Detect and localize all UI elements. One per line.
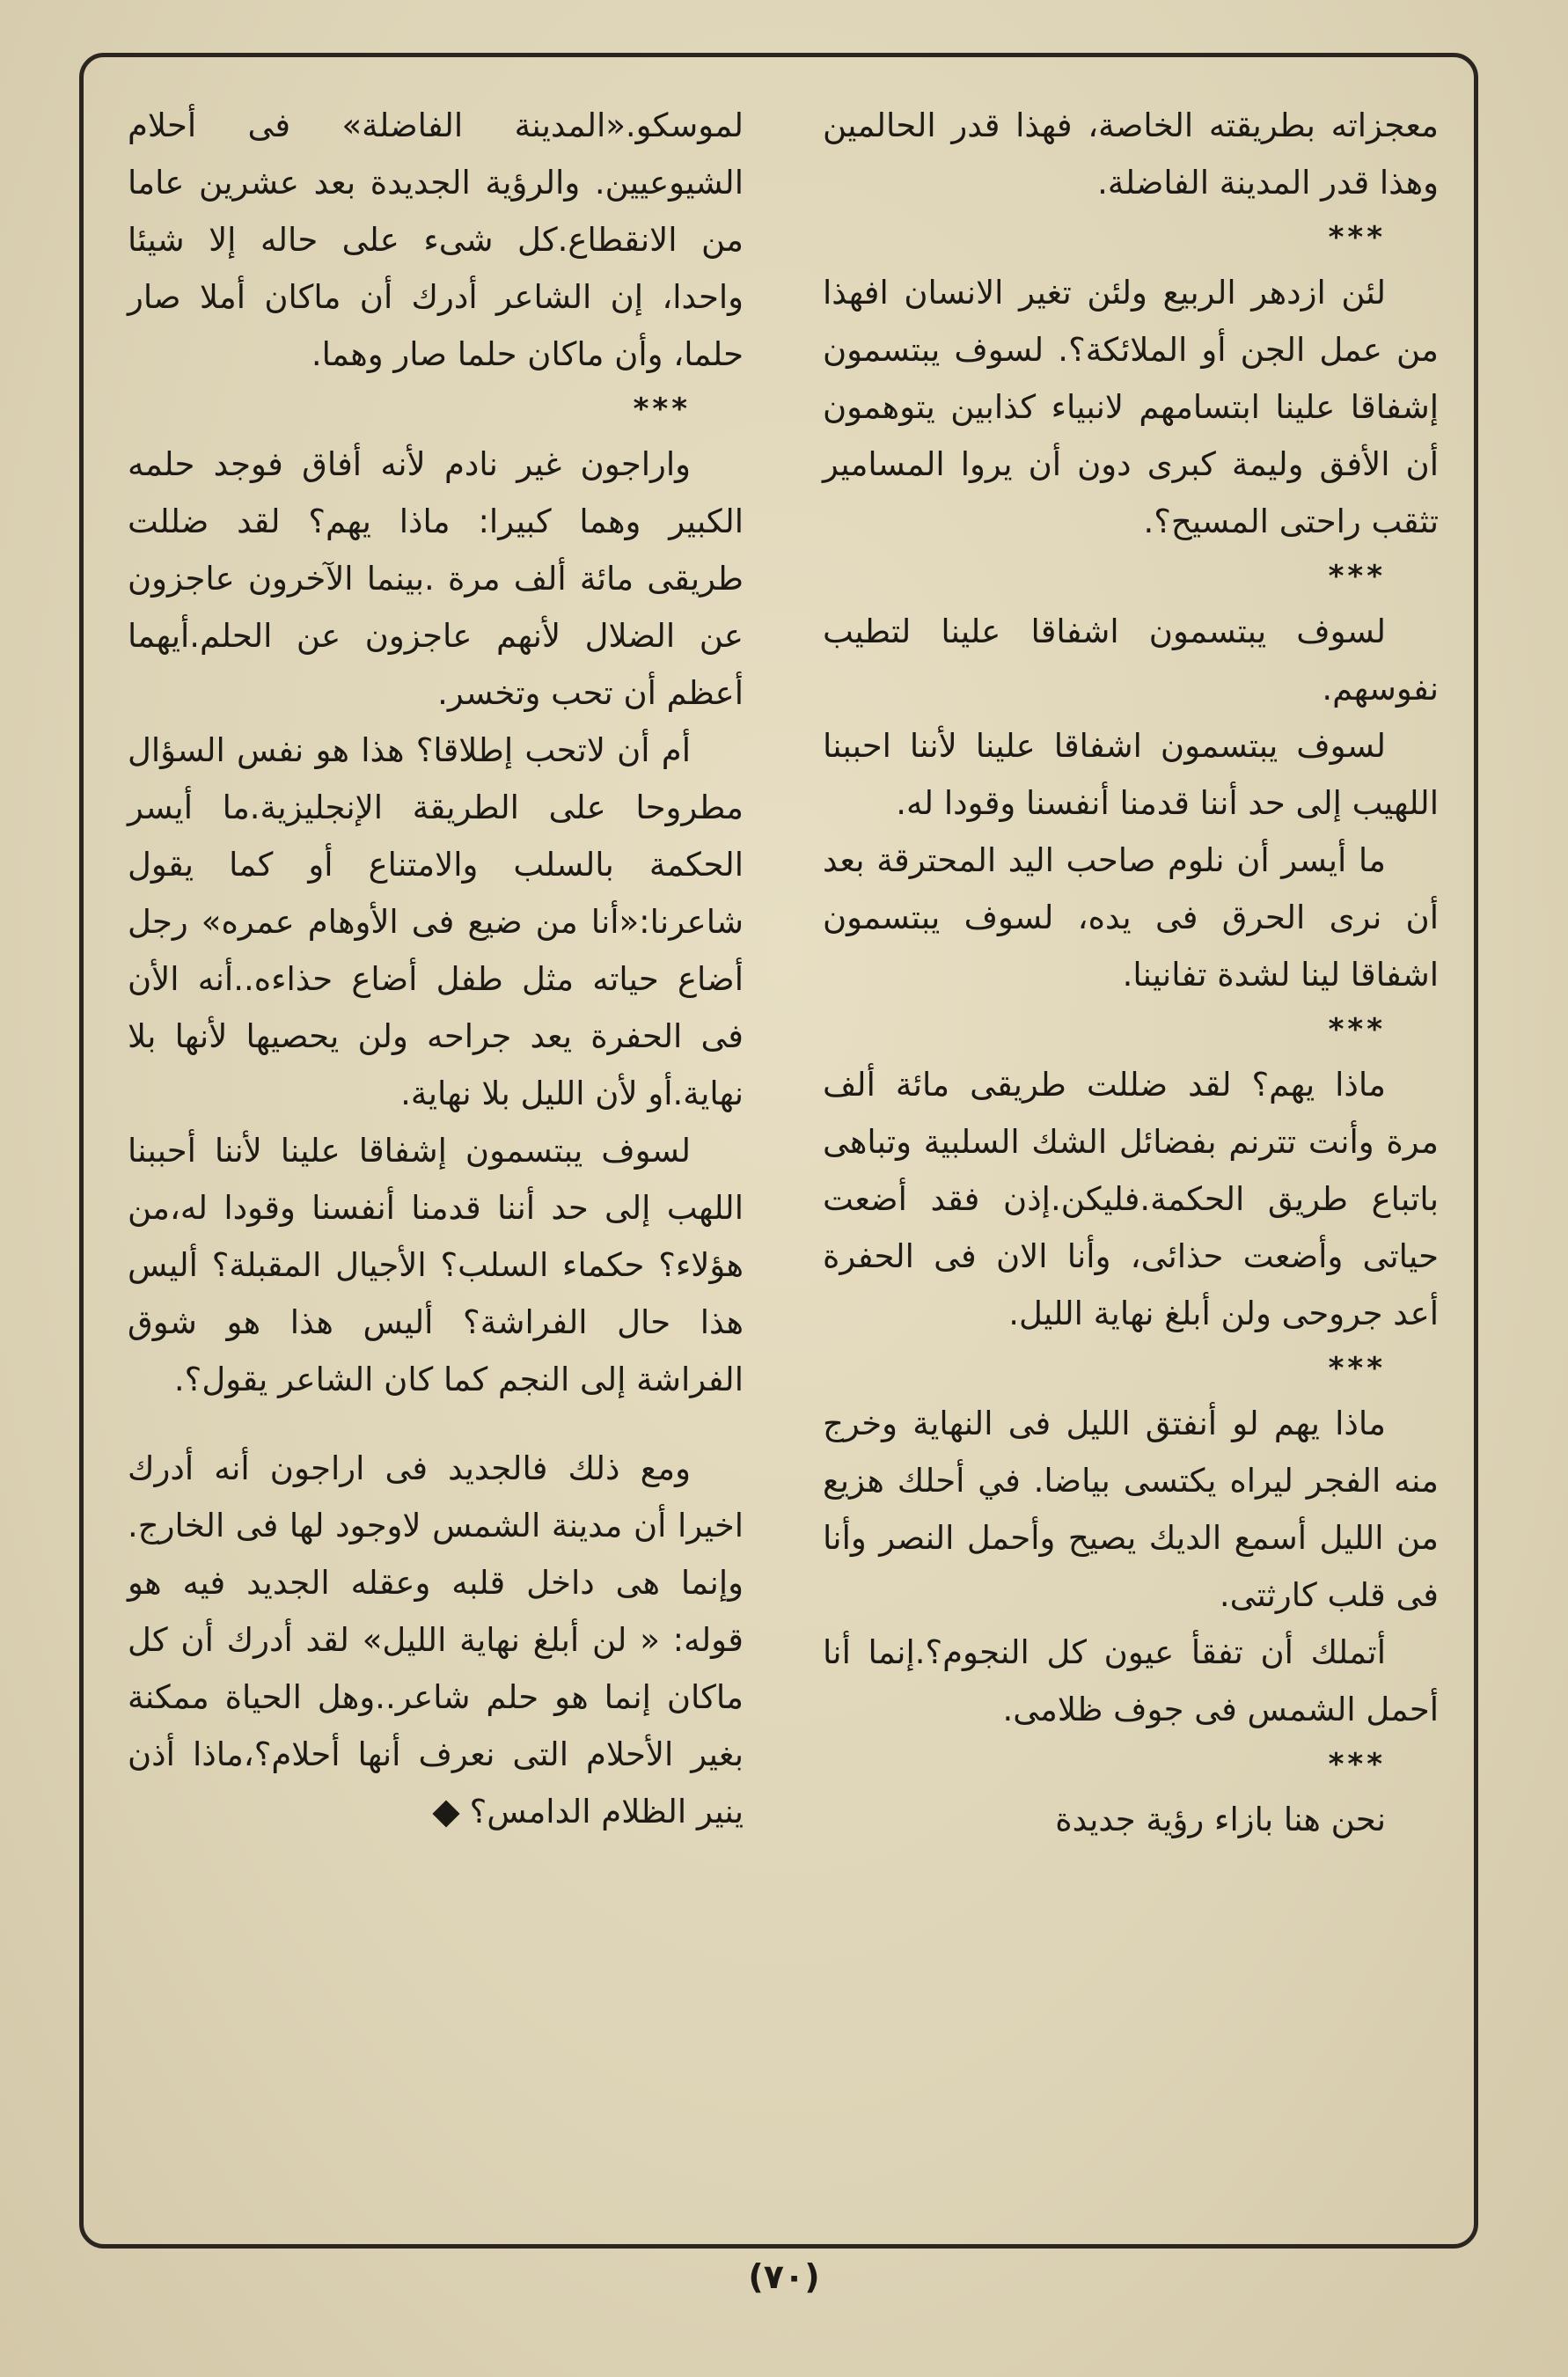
- page-number: (٧٠): [748, 2257, 820, 2296]
- paragraph: لئن ازدهر الربيع ولئن تغير الانسان افهذا من عمل الجن أو الملائكة؟. لسوف يبتسمون إشفاقا علينا ابتسامهم لانبياء كذابين يتوهمون أن الأفق وليمة كبرى دون أن يروا المسامير تثقب راحتى المسيح؟.: [823, 274, 1439, 540]
- paragraph: معجزاته بطريقته الخاصة، فهذا قدر الحالمين وهذا قدر المدينة الفاضلة.: [823, 106, 1439, 202]
- paragraph: ما أيسر أن نلوم صاحب اليد المحترقة بعد أن نرى الحرق فى يده، لسوف يبتسمون اشفاقا لينا لشدة تفانينا.: [823, 841, 1439, 994]
- diamond-icon: [432, 1800, 459, 1827]
- closing-paragraph-text: ومع ذلك فالجديد فى اراجون أنه أدرك اخيرا أن مدينة الشمس لاوجود لها فى الخارج. وإنما هى داخل قلبه وعقله الجديد فيه هو قوله: « لن أبلغ نهاية الليل» لقد أدرك أن كل ماكان إنما هو حلم شاعر..وهل الحياة ممكنة بغير الأحلام التى نعرف أنها أحلام؟،ماذا أذن ينير الظلام الدامس؟: [128, 1449, 744, 1830]
- section-separator: ***: [1328, 1747, 1386, 1782]
- paragraph: لسوف يبتسمون اشفاقا علينا لأننا احببنا اللهيب إلى حد أننا قدمنا أنفسنا وقودا له.: [823, 727, 1439, 822]
- paragraph: لسوف يبتسمون اشفاقا علينا لتطيب نفوسهم.: [823, 613, 1439, 708]
- paragraph: واراجون غير نادم لأنه أفاق فوجد حلمه الكبير وهما كبيرا: ماذا يهم؟ لقد ضللت طريقى مائة ألف مرة .بينما الآخرون عاجزون عن الضلال لأنهم عاجزون عن الحلم.أيهما أعظم أن تحب وتخسر.: [128, 445, 744, 712]
- paragraph-gap: [128, 1408, 744, 1440]
- section-separator: ***: [1328, 220, 1386, 255]
- paragraph: لموسكو.«المدينة الفاضلة» فى أحلام الشيوعيين. والرؤية الجديدة بعد عشرين عاما من الانقطاع.كل شىء على حاله إلا شيئا واحدا، إن الشاعر أدرك أن ماكان أملا صار حلما، وأن ماكان حلما صار وهما.: [128, 106, 744, 373]
- right-column: [823, 97, 1439, 2227]
- paragraph: ماذا يهم لو أنفتق الليل فى النهاية وخرج منه الفجر ليراه يكتسى بياضا. في أحلك هزيع من الليل أسمع الديك يصيح وأحمل النصر وأنا فى قلب كارثتى.: [823, 1405, 1439, 1614]
- left-column: [128, 97, 744, 2227]
- section-separator: ***: [1328, 559, 1386, 594]
- paragraph: أم أن لاتحب إطلاقا؟ هذا هو نفس السؤال مطروحا على الطريقة الإنجليزية.ما أيسر الحكمة بالسلب والامتناع أو كما يقول شاعرنا:«أنا من ضيع فى الأوهام عمره» رجل أضاع حياته مثل طفل أضاع حذاءه..أنه الأن فى الحفرة يعد جراحه ولن يحصيها لأنها بلا نهاية.أو لأن الليل بلا نهاية.: [128, 731, 744, 1112]
- paragraph: لسوف يبتسمون إشفاقا علينا لأننا أحببنا اللهب إلى حد أننا قدمنا أنفسنا وقودا له،من هؤلاء؟ حكماء السلب؟ الأجيال المقبلة؟ أليس هذا حال الفراشة؟ أليس هذا هو شوق الفراشة إلى النجم كما كان الشاعر يقول؟.: [128, 1132, 744, 1398]
- paragraph: أتملك أن تفقأ عيون كل النجوم؟.إنما أنا أحمل الشمس فى جوف ظلامى.: [823, 1633, 1439, 1728]
- section-separator: ***: [1328, 1012, 1386, 1047]
- paragraph: ماذا يهم؟ لقد ضللت طريقى مائة ألف مرة وأنت تترنم بفضائل الشك السلبية وتباهى باتباع طريق الحكمة.فليكن.إذن فقد أضعت حياتى وأضعت حذائى، وأنا الان فى الحفرة أعد جروحى ولن أبلغ نهاية الليل.: [823, 1066, 1439, 1332]
- section-separator: ***: [1328, 1351, 1386, 1386]
- paragraph: نحن هنا بازاء رؤية جديدة: [1055, 1801, 1386, 1838]
- section-separator: ***: [633, 392, 691, 427]
- paragraph: [128, 1440, 744, 1840]
